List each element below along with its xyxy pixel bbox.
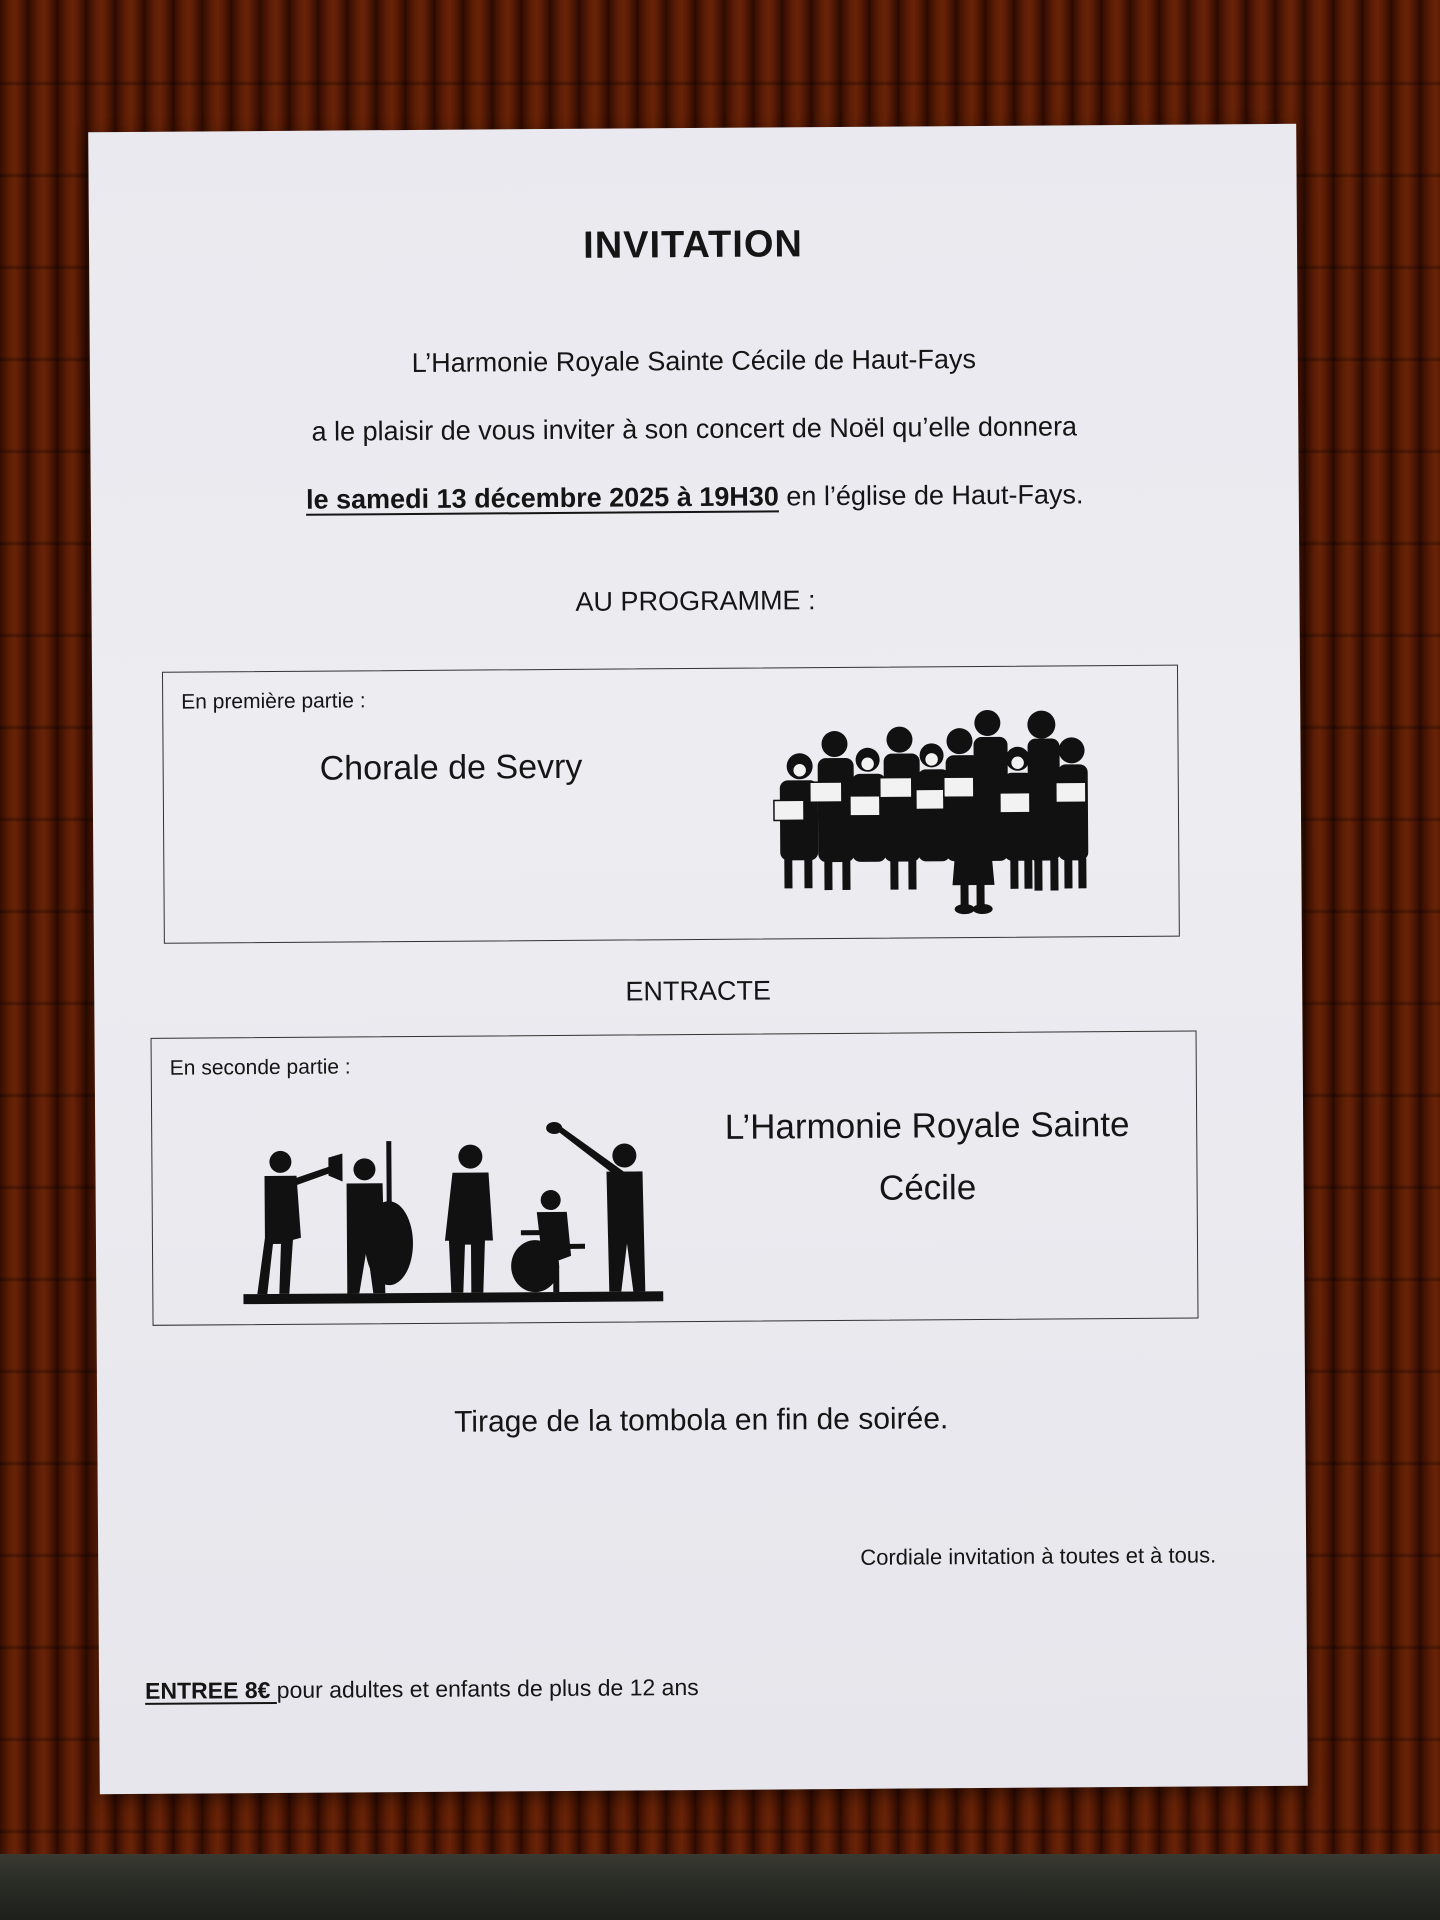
date-time: le samedi 13 décembre 2025 à 19H30 bbox=[305, 481, 779, 515]
date-line bbox=[91, 478, 1299, 517]
bottom-fabric bbox=[0, 1854, 1440, 1920]
invitation-flyer bbox=[88, 124, 1308, 1794]
entry-price-amount: ENTREE 8€ bbox=[145, 1676, 277, 1704]
first-part-box bbox=[162, 665, 1180, 944]
second-part-artist-line2: Cécile bbox=[878, 1168, 977, 1208]
venue: en l’église de Haut-Fays. bbox=[778, 479, 1084, 512]
entry-price-conditions: pour adultes et enfants de plus de 12 ans bbox=[276, 1674, 699, 1703]
tombola-note: Tirage de la tombola en fin de soirée. bbox=[454, 1402, 949, 1439]
programme-heading: AU PROGRAMME : bbox=[575, 585, 816, 617]
flyer-title: INVITATION bbox=[583, 223, 804, 267]
band-silhouette-icon bbox=[242, 1115, 663, 1308]
second-part-artist-line1: L’Harmonie Royale Sainte bbox=[724, 1104, 1130, 1147]
invite-line: a le plaisir de vous inviter à son concert de Noël qu’elle donnera bbox=[311, 411, 1078, 447]
first-part-artist: Chorale de Sevry bbox=[319, 747, 583, 788]
second-part-artist bbox=[692, 1094, 1163, 1221]
entracte: ENTRACTE bbox=[625, 975, 772, 1007]
second-part-label: En seconde partie : bbox=[169, 1055, 351, 1080]
first-part-label: En première partie : bbox=[181, 689, 366, 714]
entry-price bbox=[145, 1674, 699, 1705]
choir-icon bbox=[759, 706, 1111, 928]
second-part-box bbox=[151, 1031, 1199, 1326]
organizer-line: L’Harmonie Royale Sainte Cécile de Haut-Fays bbox=[411, 344, 977, 378]
cordiale-note: Cordiale invitation à toutes et à tous. bbox=[860, 1542, 1217, 1570]
